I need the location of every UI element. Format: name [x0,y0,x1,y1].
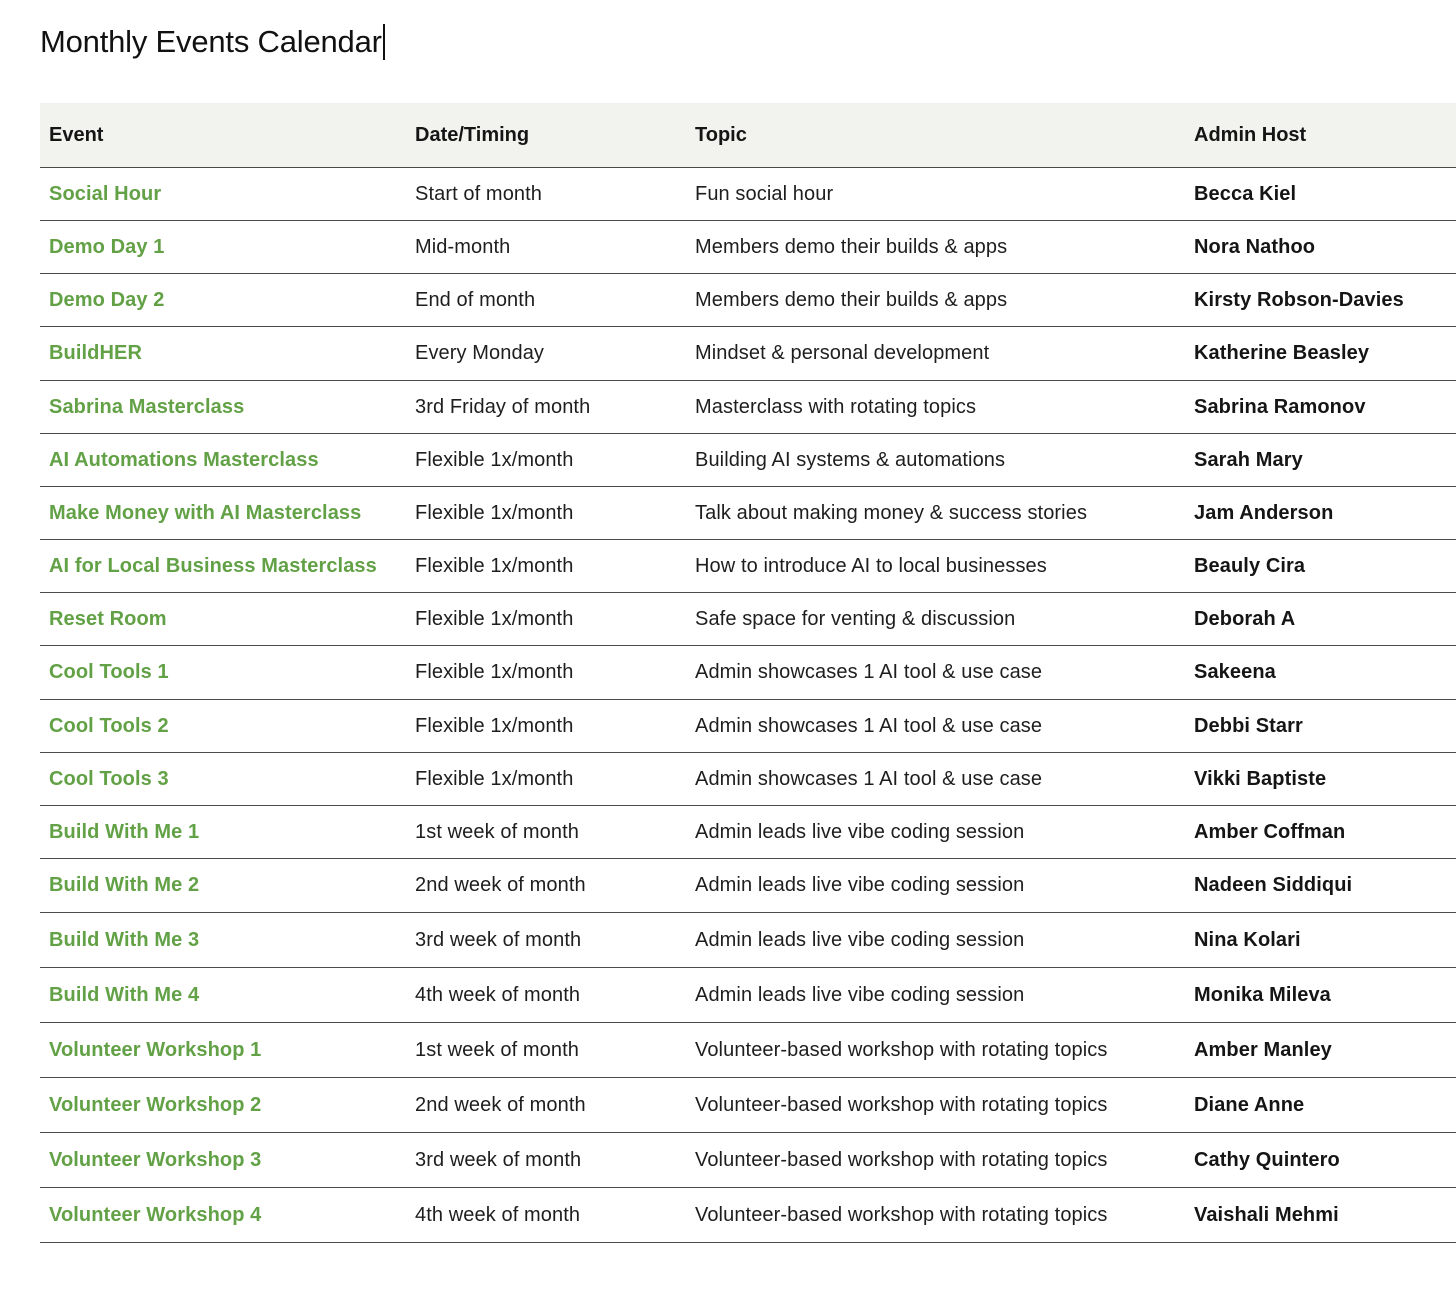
date-timing-cell: Flexible 1x/month [406,540,686,593]
date-timing-cell: 2nd week of month [406,859,686,913]
topic-cell: Members demo their builds & apps [686,221,1185,274]
event-name-cell: Build With Me 3 [40,913,406,968]
admin-host-cell: Sakeena [1185,646,1456,700]
table-row [40,700,1456,753]
date-timing-cell: 4th week of month [406,968,686,1023]
date-timing-cell: Flexible 1x/month [406,434,686,487]
topic-cell: How to introduce AI to local businesses [686,540,1185,593]
date-timing-cell: 1st week of month [406,1023,686,1078]
event-name-cell: Volunteer Workshop 2 [40,1078,406,1133]
topic-cell: Admin showcases 1 AI tool & use case [686,700,1185,753]
text-cursor [383,24,385,60]
topic-cell: Admin leads live vibe coding session [686,913,1185,968]
admin-host-cell: Katherine Beasley [1185,327,1456,381]
date-timing-cell: Every Monday [406,327,686,381]
page-title-wrapper[interactable] [40,20,385,64]
event-name-cell: Social Hour [40,168,406,221]
admin-host-cell: Amber Manley [1185,1023,1456,1078]
admin-host-cell: Nadeen Siddiqui [1185,859,1456,913]
table-row [40,859,1456,913]
topic-cell: Mindset & personal development [686,327,1185,381]
topic-cell: Admin leads live vibe coding session [686,859,1185,913]
event-name-cell: Build With Me 1 [40,806,406,859]
event-name-cell: Demo Day 1 [40,221,406,274]
event-name-cell: BuildHER [40,327,406,381]
admin-host-cell: Sarah Mary [1185,434,1456,487]
date-timing-cell: 4th week of month [406,1188,686,1243]
column-header-host: Admin Host [1185,103,1456,168]
column-header-date: Date/Timing [406,103,686,168]
table-row [40,1078,1456,1133]
date-timing-cell: Flexible 1x/month [406,593,686,646]
admin-host-cell: Becca Kiel [1185,168,1456,221]
topic-cell: Admin showcases 1 AI tool & use case [686,646,1185,700]
topic-cell: Safe space for venting & discussion [686,593,1185,646]
event-name-cell: Reset Room [40,593,406,646]
topic-cell: Talk about making money & success stories [686,487,1185,540]
admin-host-cell: Diane Anne [1185,1078,1456,1133]
event-name-cell: Build With Me 2 [40,859,406,913]
admin-host-cell: Cathy Quintero [1185,1133,1456,1188]
table-row [40,327,1456,381]
table-row [40,1133,1456,1188]
table-row [40,487,1456,540]
admin-host-cell: Vaishali Mehmi [1185,1188,1456,1243]
event-name-cell: Volunteer Workshop 4 [40,1188,406,1243]
event-name-cell: Build With Me 4 [40,968,406,1023]
topic-cell: Volunteer-based workshop with rotating topics [686,1078,1185,1133]
table-row [40,221,1456,274]
table-row [40,806,1456,859]
table-row [40,1188,1456,1243]
topic-cell: Fun social hour [686,168,1185,221]
table-header [40,103,1456,168]
date-timing-cell: Flexible 1x/month [406,753,686,806]
admin-host-cell: Nora Nathoo [1185,221,1456,274]
event-name-cell: Volunteer Workshop 1 [40,1023,406,1078]
column-header-topic: Topic [686,103,1185,168]
admin-host-cell: Nina Kolari [1185,913,1456,968]
event-name-cell: Make Money with AI Masterclass [40,487,406,540]
table-row [40,434,1456,487]
topic-cell: Admin leads live vibe coding session [686,968,1185,1023]
date-timing-cell: 3rd week of month [406,1133,686,1188]
admin-host-cell: Sabrina Ramonov [1185,381,1456,434]
date-timing-cell: Flexible 1x/month [406,487,686,540]
table-row [40,274,1456,327]
table-row [40,968,1456,1023]
topic-cell: Building AI systems & automations [686,434,1185,487]
date-timing-cell: 3rd Friday of month [406,381,686,434]
date-timing-cell: Flexible 1x/month [406,700,686,753]
page-title[interactable]: Monthly Events Calendar [40,24,382,59]
admin-host-cell: Deborah A [1185,593,1456,646]
event-name-cell: Sabrina Masterclass [40,381,406,434]
admin-host-cell: Vikki Baptiste [1185,753,1456,806]
date-timing-cell: Mid-month [406,221,686,274]
event-name-cell: Cool Tools 2 [40,700,406,753]
admin-host-cell: Kirsty Robson-Davies [1185,274,1456,327]
topic-cell: Members demo their builds & apps [686,274,1185,327]
column-header-event: Event [40,103,406,168]
date-timing-cell: End of month [406,274,686,327]
table-row [40,593,1456,646]
table-row [40,913,1456,968]
date-timing-cell: 1st week of month [406,806,686,859]
date-timing-cell: 3rd week of month [406,913,686,968]
table-row [40,381,1456,434]
date-timing-cell: Flexible 1x/month [406,646,686,700]
topic-cell: Admin showcases 1 AI tool & use case [686,753,1185,806]
date-timing-cell: Start of month [406,168,686,221]
table-body [40,168,1456,1243]
event-name-cell: AI Automations Masterclass [40,434,406,487]
event-name-cell: Cool Tools 3 [40,753,406,806]
admin-host-cell: Beauly Cira [1185,540,1456,593]
topic-cell: Volunteer-based workshop with rotating topics [686,1133,1185,1188]
table-row [40,753,1456,806]
table-row [40,1023,1456,1078]
table-row [40,168,1456,221]
events-table [40,103,1456,1243]
topic-cell: Volunteer-based workshop with rotating topics [686,1023,1185,1078]
event-name-cell: Cool Tools 1 [40,646,406,700]
header-row [40,103,1456,168]
admin-host-cell: Jam Anderson [1185,487,1456,540]
table-row [40,540,1456,593]
admin-host-cell: Monika Mileva [1185,968,1456,1023]
table-row [40,646,1456,700]
admin-host-cell: Debbi Starr [1185,700,1456,753]
event-name-cell: Demo Day 2 [40,274,406,327]
topic-cell: Admin leads live vibe coding session [686,806,1185,859]
admin-host-cell: Amber Coffman [1185,806,1456,859]
date-timing-cell: 2nd week of month [406,1078,686,1133]
event-name-cell: Volunteer Workshop 3 [40,1133,406,1188]
topic-cell: Volunteer-based workshop with rotating topics [686,1188,1185,1243]
topic-cell: Masterclass with rotating topics [686,381,1185,434]
event-name-cell: AI for Local Business Masterclass [40,540,406,593]
